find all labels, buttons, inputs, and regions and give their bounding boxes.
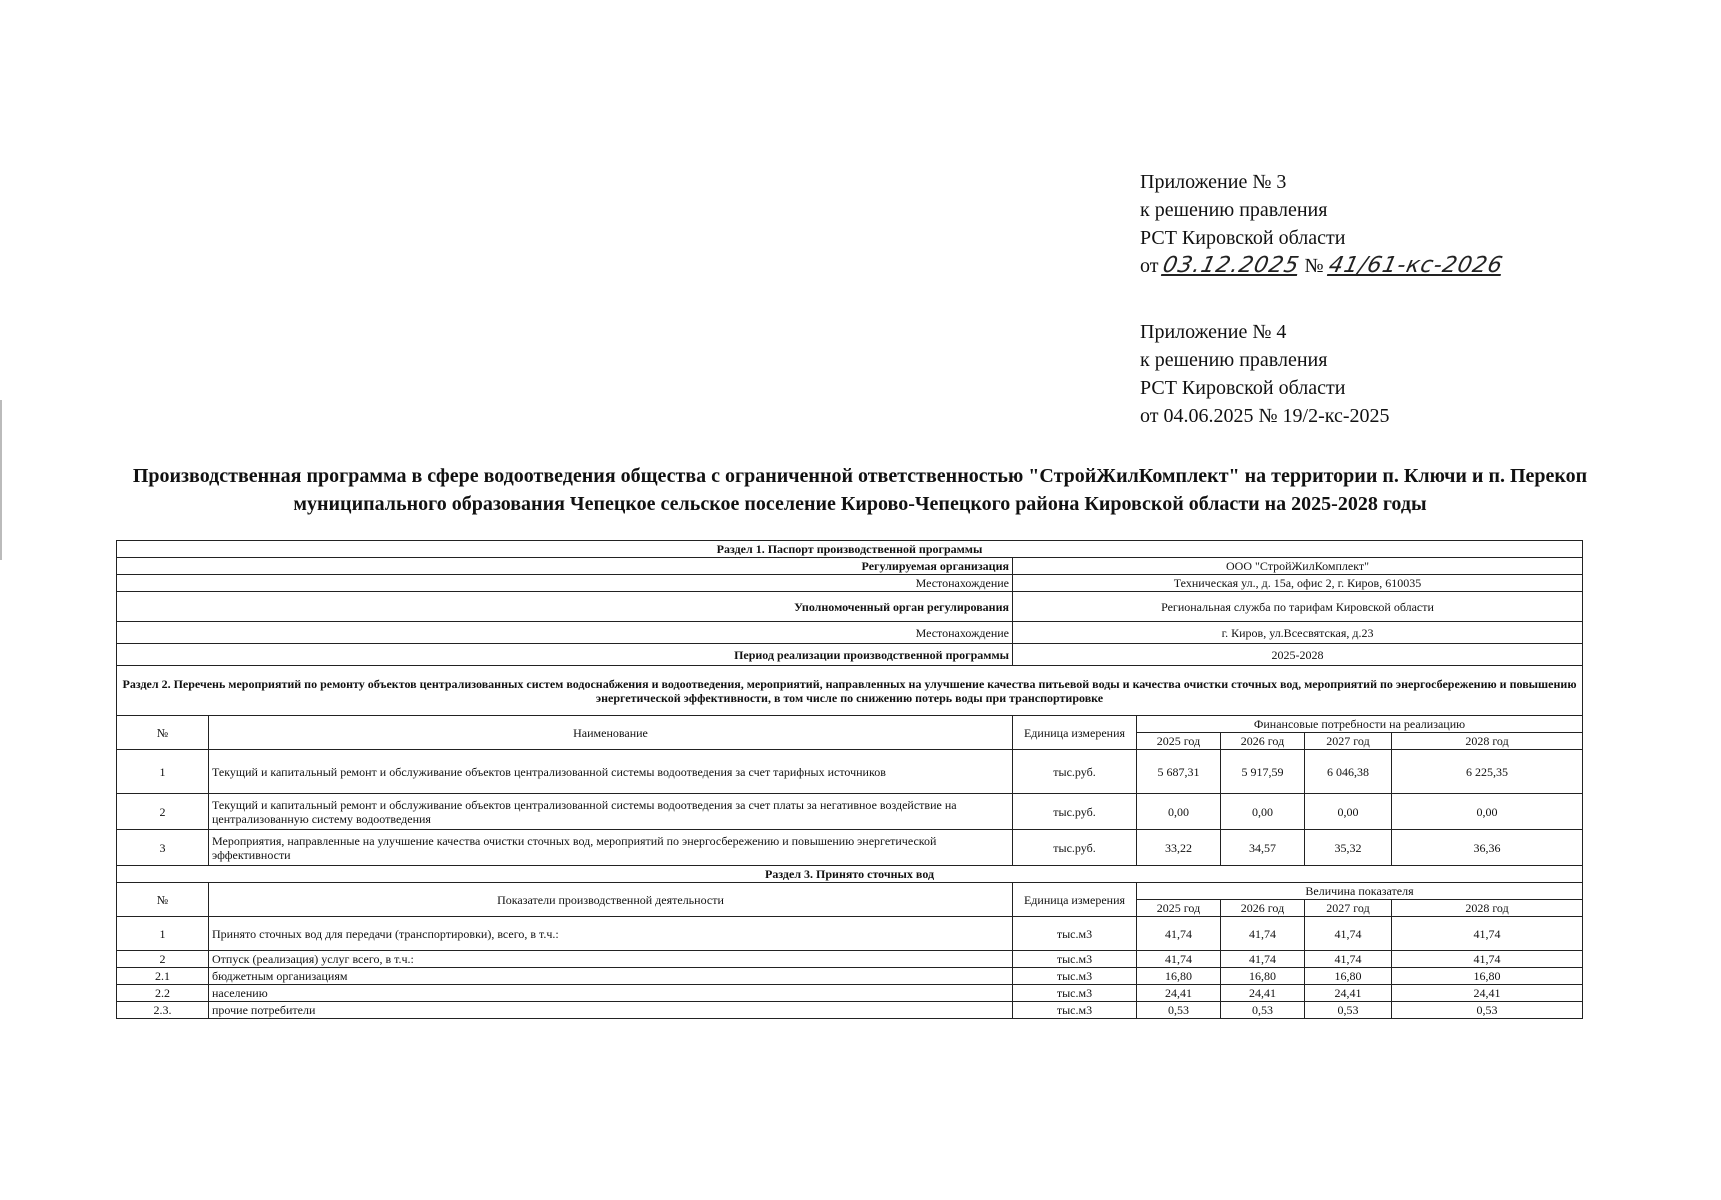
row-value: 41,74	[1137, 951, 1221, 968]
passport-row	[117, 575, 1583, 592]
section2-header-row	[117, 666, 1583, 716]
row-value: 24,41	[1137, 985, 1221, 1002]
row-value: 0,00	[1137, 794, 1221, 830]
section3-header-row	[117, 866, 1583, 883]
section1-header: Раздел 1. Паспорт производственной программы	[117, 541, 1583, 558]
row-name: Отпуск (реализация) услуг всего, в т.ч.:	[209, 951, 1013, 968]
section2-colhead-row	[117, 716, 1583, 733]
col-group: Величина показателя	[1137, 883, 1583, 900]
appendix-4-line3: РСТ Кировской области	[1140, 377, 1346, 399]
passport-row	[117, 558, 1583, 575]
row-number: 1	[117, 750, 209, 794]
date-prefix: от	[1140, 255, 1159, 277]
passport-label: Регулируемая организация	[117, 558, 1013, 575]
col-year: 2026 год	[1221, 900, 1305, 917]
row-name: бюджетным организациям	[209, 968, 1013, 985]
row-value: 41,74	[1221, 917, 1305, 951]
table-row	[117, 951, 1583, 968]
table-row	[117, 985, 1583, 1002]
row-value: 24,41	[1221, 985, 1305, 1002]
appendix-4-line1: Приложение № 4	[1140, 321, 1287, 343]
col-name: Наименование	[209, 716, 1013, 750]
row-value: 41,74	[1305, 917, 1392, 951]
appendix-3-line3: РСТ Кировской области	[1140, 227, 1346, 249]
row-unit: тыс.м3	[1013, 1002, 1137, 1019]
col-unit: Единица измерения	[1013, 883, 1137, 917]
col-year: 2025 год	[1137, 900, 1221, 917]
appendix-3-line1: Приложение № 3	[1140, 171, 1287, 193]
row-unit: тыс.руб.	[1013, 830, 1137, 866]
row-value: 16,80	[1221, 968, 1305, 985]
program-table	[116, 540, 1583, 1019]
appendix-3-line4	[1140, 252, 1600, 280]
section3-colhead-row	[117, 883, 1583, 900]
row-name: прочие потребители	[209, 1002, 1013, 1019]
row-unit: тыс.м3	[1013, 917, 1137, 951]
passport-label: Местонахождение	[117, 622, 1013, 644]
row-value: 41,74	[1137, 917, 1221, 951]
row-number: 2.1	[117, 968, 209, 985]
appendix-4-line2: к решению правления	[1140, 349, 1328, 371]
row-value: 0,00	[1305, 794, 1392, 830]
table-row	[117, 750, 1583, 794]
row-value: 0,53	[1137, 1002, 1221, 1019]
row-value: 35,32	[1305, 830, 1392, 866]
row-value: 16,80	[1137, 968, 1221, 985]
document-title: Производственная программа в сфере водоотведения общества с ограниченной ответственностью "СтройЖилКомплект" на территории п. Ключи и п. Перекоп муниципального образования Чепецкое сельское поселение Кирово-Чепецкого района Кировской области на 2025-2028 годы	[132, 465, 1588, 515]
row-value: 0,53	[1392, 1002, 1583, 1019]
col-year: 2027 год	[1305, 900, 1392, 917]
row-number: 2	[117, 794, 209, 830]
row-value: 5 917,59	[1221, 750, 1305, 794]
section1-header-row	[117, 541, 1583, 558]
row-name: Мероприятия, направленные на улучшение качества очистки сточных вод, мероприятий по энергосбережению и повышению энергетической эффективности	[209, 830, 1013, 866]
row-value: 33,22	[1137, 830, 1221, 866]
row-name: населению	[209, 985, 1013, 1002]
section3-header: Раздел 3. Принято сточных вод	[117, 866, 1583, 883]
row-number: 2.3.	[117, 1002, 209, 1019]
row-value: 0,00	[1221, 794, 1305, 830]
passport-row	[117, 592, 1583, 622]
row-value: 41,74	[1305, 951, 1392, 968]
col-year: 2026 год	[1221, 733, 1305, 750]
row-unit: тыс.м3	[1013, 968, 1137, 985]
appendix-3-block	[1140, 168, 1600, 280]
table-row	[117, 794, 1583, 830]
col-year: 2028 год	[1392, 900, 1583, 917]
col-number: №	[117, 716, 209, 750]
table-row	[117, 917, 1583, 951]
row-value: 6 046,38	[1305, 750, 1392, 794]
passport-value: Техническая ул., д. 15а, офис 2, г. Киров, 610035	[1013, 575, 1583, 592]
row-number: 2.2	[117, 985, 209, 1002]
scan-edge	[0, 400, 2, 560]
row-value: 0,53	[1221, 1002, 1305, 1019]
row-value: 36,36	[1392, 830, 1583, 866]
appendix-4-block	[1140, 318, 1600, 430]
col-group: Финансовые потребности на реализацию	[1137, 716, 1583, 733]
row-unit: тыс.руб.	[1013, 794, 1137, 830]
row-value: 41,74	[1392, 951, 1583, 968]
row-value: 34,57	[1221, 830, 1305, 866]
number-prefix: №	[1304, 255, 1324, 277]
row-unit: тыс.м3	[1013, 951, 1137, 968]
row-name: Принято сточных вод для передачи (транспортировки), всего, в т.ч.:	[209, 917, 1013, 951]
row-number: 1	[117, 917, 209, 951]
row-value: 16,80	[1392, 968, 1583, 985]
passport-label: Период реализации производственной программы	[117, 644, 1013, 666]
table-row	[117, 1002, 1583, 1019]
col-year: 2028 год	[1392, 733, 1583, 750]
row-name: Текущий и капитальный ремонт и обслуживание объектов централизованной системы водоотведения за счет тарифных источников	[209, 750, 1013, 794]
passport-label: Уполномоченный орган регулирования	[117, 592, 1013, 622]
row-value: 5 687,31	[1137, 750, 1221, 794]
appendix-4-line4: от 04.06.2025 № 19/2-кс-2025	[1140, 405, 1390, 427]
col-year: 2027 год	[1305, 733, 1392, 750]
passport-value: Региональная служба по тарифам Кировской области	[1013, 592, 1583, 622]
handwritten-date: 03.12.2025	[1160, 253, 1303, 278]
row-number: 2	[117, 951, 209, 968]
passport-value: ООО "СтройЖилКомплект"	[1013, 558, 1583, 575]
row-number: 3	[117, 830, 209, 866]
table-row	[117, 968, 1583, 985]
col-year: 2025 год	[1137, 733, 1221, 750]
row-name: Текущий и капитальный ремонт и обслуживание объектов централизованной системы водоотведения за счет платы за негативное воздействие на централизованную систему водоотведения	[209, 794, 1013, 830]
col-name: Показатели производственной деятельности	[209, 883, 1013, 917]
col-number: №	[117, 883, 209, 917]
passport-value: г. Киров, ул.Всесвятская, д.23	[1013, 622, 1583, 644]
section2-header: Раздел 2. Перечень мероприятий по ремонту объектов централизованных систем водоснабжения и водоотведения, мероприятий, направленных на улучшение качества питьевой воды и качества очистки сточных вод, мероприятий по энергосбережению и повышению энергетической эффективности, в том числе по снижению потерь воды при транспортировке	[117, 666, 1583, 716]
passport-row	[117, 622, 1583, 644]
row-value: 6 225,35	[1392, 750, 1583, 794]
passport-row	[117, 644, 1583, 666]
row-unit: тыс.м3	[1013, 985, 1137, 1002]
row-value: 41,74	[1221, 951, 1305, 968]
appendix-3-line2: к решению правления	[1140, 199, 1328, 221]
col-unit: Единица измерения	[1013, 716, 1137, 750]
passport-label: Местонахождение	[117, 575, 1013, 592]
row-value: 0,00	[1392, 794, 1583, 830]
handwritten-number: 41/61-кс-2026	[1325, 253, 1505, 278]
row-value: 24,41	[1305, 985, 1392, 1002]
row-value: 41,74	[1392, 917, 1583, 951]
row-value: 0,53	[1305, 1002, 1392, 1019]
passport-value: 2025-2028	[1013, 644, 1583, 666]
row-unit: тыс.руб.	[1013, 750, 1137, 794]
table-row	[117, 830, 1583, 866]
row-value: 16,80	[1305, 968, 1392, 985]
table-body	[117, 541, 1583, 1019]
row-value: 24,41	[1392, 985, 1583, 1002]
